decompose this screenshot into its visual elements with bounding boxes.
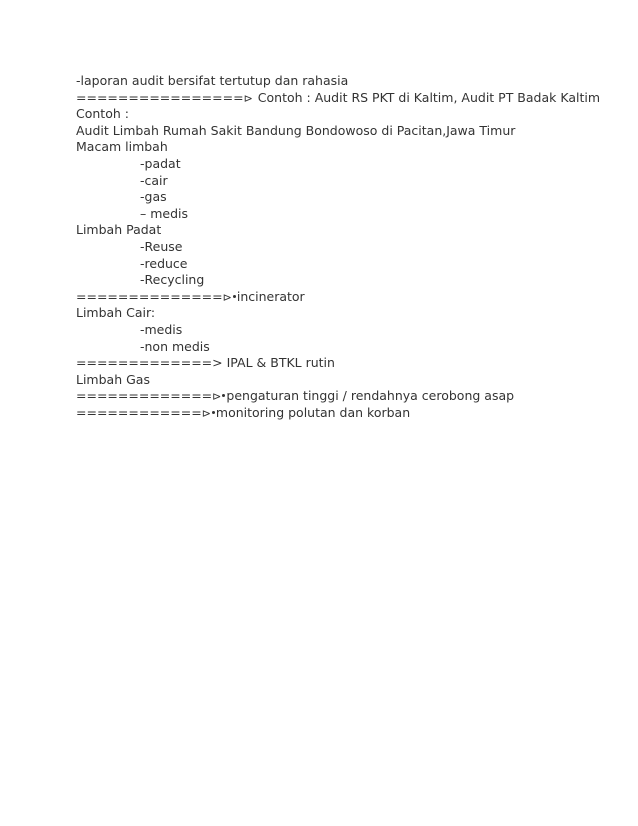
list-item: -padat — [140, 155, 181, 171]
list-item: – medis — [140, 205, 189, 221]
list-item: -Recycling — [140, 272, 205, 288]
section-heading: Macam limbah — [76, 139, 168, 155]
line-text: Contoh : Audit RS PKT di Kaltim, Audit PT Badak Kaltim — [253, 89, 601, 105]
text-line — [76, 90, 621, 107]
bullet-dot-icon — [233, 295, 236, 298]
text-line: =============> IPAL & BTKL rutin — [76, 355, 335, 371]
line-text: incinerator — [236, 288, 305, 304]
text-line — [76, 289, 621, 306]
text-line: Contoh : — [76, 106, 129, 122]
bullet-dot-icon — [212, 411, 215, 414]
arrow-icon: ⊳ — [243, 91, 253, 105]
text-line: Audit Limbah Rumah Sakit Bandung Bondowoso di Pacitan,Jawa Timur — [76, 122, 516, 138]
equals-run: ============ — [76, 404, 202, 420]
section-heading: Limbah Cair: — [76, 305, 156, 321]
list-item: -cair — [140, 172, 168, 188]
line-text: pengaturan tinggi / rendahnya cerobong asap — [226, 388, 515, 404]
section-heading: Limbah Gas — [76, 371, 150, 387]
arrow-icon: ⊳ — [201, 406, 211, 420]
list-item: -medis — [140, 321, 183, 337]
section-heading: Limbah Padat — [76, 222, 162, 238]
document-body — [76, 73, 621, 421]
equals-run: ================ — [76, 89, 244, 105]
equals-run: ============= — [76, 388, 213, 404]
arrow-icon: ⊳ — [212, 390, 222, 404]
list-item: -gas — [140, 189, 167, 205]
list-item: -Reuse — [140, 238, 183, 254]
bullet-dot-icon — [222, 394, 225, 397]
arrow-icon: ⊳ — [222, 290, 232, 304]
text-line — [76, 405, 621, 422]
text-line — [76, 388, 621, 405]
list-item: -reduce — [140, 255, 188, 271]
text-line: -laporan audit bersifat tertutup dan rahasia — [76, 73, 349, 88]
list-item: -non medis — [140, 338, 210, 354]
equals-run: ============== — [76, 288, 223, 304]
line-text: monitoring polutan dan korban — [215, 404, 411, 420]
